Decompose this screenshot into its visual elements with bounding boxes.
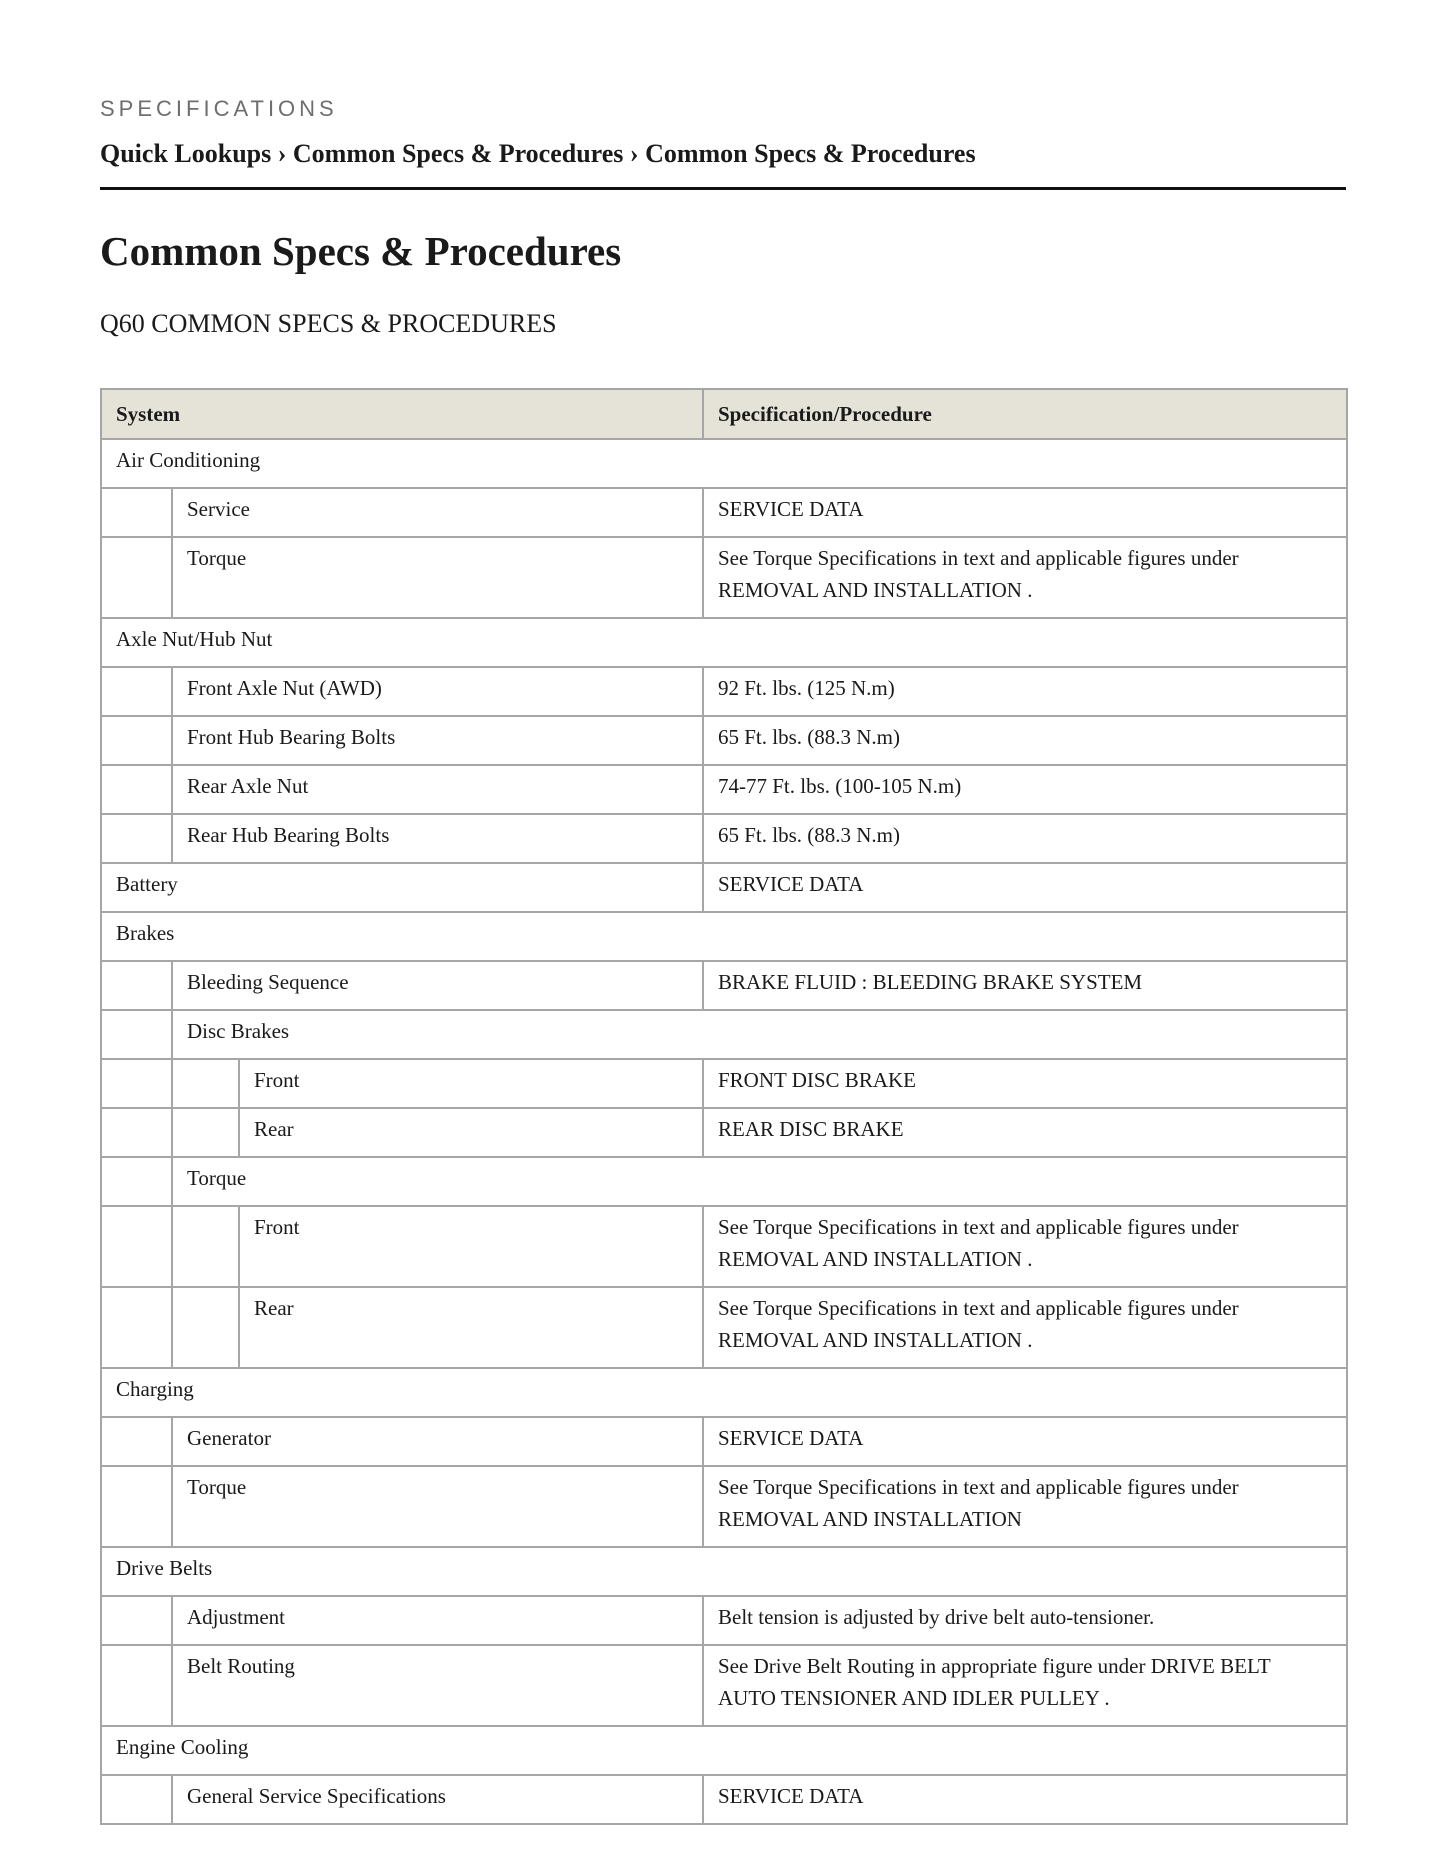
table-row	[101, 1726, 1347, 1775]
indent-cell	[101, 537, 172, 618]
spec-cell: See Torque Specifications in text and applicable figures under REMOVAL AND INSTALLATION .	[703, 537, 1347, 618]
system-cell: Torque	[172, 537, 703, 618]
indent-cell	[172, 1108, 239, 1157]
system-cell: Belt Routing	[172, 1645, 703, 1726]
indent-cell	[101, 1466, 172, 1547]
system-cell: Rear	[239, 1287, 703, 1368]
spec-cell: 74-77 Ft. lbs. (100-105 N.m)	[703, 765, 1347, 814]
system-cell: Rear Hub Bearing Bolts	[172, 814, 703, 863]
spec-cell: SERVICE DATA	[703, 1417, 1347, 1466]
system-cell: Drive Belts	[101, 1547, 1347, 1596]
table-row	[101, 863, 1347, 912]
table-row	[101, 488, 1347, 537]
spec-cell: See Torque Specifications in text and applicable figures under REMOVAL AND INSTALLATION .	[703, 1206, 1347, 1287]
table-row	[101, 1059, 1347, 1108]
system-cell: Front Axle Nut (AWD)	[172, 667, 703, 716]
system-cell: Axle Nut/Hub Nut	[101, 618, 1347, 667]
indent-cell	[101, 1645, 172, 1726]
specs-table	[100, 388, 1348, 1825]
system-cell: Front Hub Bearing Bolts	[172, 716, 703, 765]
indent-cell	[101, 716, 172, 765]
system-cell: Disc Brakes	[172, 1010, 1347, 1059]
indent-cell	[172, 1059, 239, 1108]
table-row	[101, 618, 1347, 667]
indent-cell	[172, 1206, 239, 1287]
indent-cell	[101, 814, 172, 863]
indent-cell	[101, 1287, 172, 1368]
spec-cell: 92 Ft. lbs. (125 N.m)	[703, 667, 1347, 716]
indent-cell	[101, 1417, 172, 1466]
system-cell: Brakes	[101, 912, 1347, 961]
table-row	[101, 1368, 1347, 1417]
spec-cell: 65 Ft. lbs. (88.3 N.m)	[703, 716, 1347, 765]
spec-cell: Belt tension is adjusted by drive belt auto-tensioner.	[703, 1596, 1347, 1645]
table-row	[101, 912, 1347, 961]
indent-cell	[101, 1775, 172, 1824]
table-header-row	[101, 389, 1347, 439]
table-row	[101, 1108, 1347, 1157]
system-cell: Front	[239, 1206, 703, 1287]
system-cell: Service	[172, 488, 703, 537]
system-cell: Charging	[101, 1368, 1347, 1417]
system-cell: Torque	[172, 1157, 1347, 1206]
indent-cell	[101, 765, 172, 814]
system-cell: Rear Axle Nut	[172, 765, 703, 814]
indent-cell	[101, 488, 172, 537]
table-row	[101, 1775, 1347, 1824]
indent-cell	[101, 1010, 172, 1059]
table-row	[101, 1206, 1347, 1287]
spec-cell: SERVICE DATA	[703, 1775, 1347, 1824]
system-cell: Rear	[239, 1108, 703, 1157]
column-header-system: System	[101, 389, 703, 439]
indent-cell	[101, 1157, 172, 1206]
spec-cell: REAR DISC BRAKE	[703, 1108, 1347, 1157]
page-subtitle: Q60 COMMON SPECS & PROCEDURES	[100, 309, 557, 338]
table-row	[101, 1596, 1347, 1645]
table-row	[101, 1466, 1347, 1547]
spec-cell: SERVICE DATA	[703, 863, 1347, 912]
table-row	[101, 961, 1347, 1010]
section-label: SPECIFICATIONS	[100, 96, 338, 121]
table-row	[101, 1417, 1347, 1466]
spec-cell: FRONT DISC BRAKE	[703, 1059, 1347, 1108]
system-cell: Air Conditioning	[101, 439, 1347, 488]
header-divider	[100, 187, 1346, 190]
system-cell: General Service Specifications	[172, 1775, 703, 1824]
spec-cell: BRAKE FLUID : BLEEDING BRAKE SYSTEM	[703, 961, 1347, 1010]
table-row	[101, 814, 1347, 863]
table-row	[101, 1547, 1347, 1596]
spec-cell: 65 Ft. lbs. (88.3 N.m)	[703, 814, 1347, 863]
indent-cell	[172, 1287, 239, 1368]
spec-cell: See Drive Belt Routing in appropriate figure under DRIVE BELT AUTO TENSIONER AND IDLER PULLEY .	[703, 1645, 1347, 1726]
system-cell: Torque	[172, 1466, 703, 1547]
column-header-spec: Specification/Procedure	[703, 389, 1347, 439]
system-cell: Bleeding Sequence	[172, 961, 703, 1010]
system-cell: Adjustment	[172, 1596, 703, 1645]
table-row	[101, 716, 1347, 765]
table-row	[101, 537, 1347, 618]
table-row	[101, 765, 1347, 814]
table-row	[101, 1287, 1347, 1368]
table-row	[101, 1645, 1347, 1726]
table-row	[101, 439, 1347, 488]
page-title: Common Specs & Procedures	[100, 228, 622, 274]
system-cell: Front	[239, 1059, 703, 1108]
system-cell: Generator	[172, 1417, 703, 1466]
indent-cell	[101, 1108, 172, 1157]
system-cell: Engine Cooling	[101, 1726, 1347, 1775]
spec-cell: SERVICE DATA	[703, 488, 1347, 537]
table-row	[101, 667, 1347, 716]
indent-cell	[101, 961, 172, 1010]
spec-cell: See Torque Specifications in text and applicable figures under REMOVAL AND INSTALLATION .	[703, 1287, 1347, 1368]
breadcrumb: Quick Lookups › Common Specs & Procedures › Common Specs & Procedures	[100, 139, 976, 168]
system-cell: Battery	[101, 863, 703, 912]
indent-cell	[101, 667, 172, 716]
table-row	[101, 1157, 1347, 1206]
spec-cell: See Torque Specifications in text and applicable figures under REMOVAL AND INSTALLATION	[703, 1466, 1347, 1547]
table-row	[101, 1010, 1347, 1059]
indent-cell	[101, 1596, 172, 1645]
specs-table-body	[101, 439, 1347, 1824]
indent-cell	[101, 1059, 172, 1108]
indent-cell	[101, 1206, 172, 1287]
